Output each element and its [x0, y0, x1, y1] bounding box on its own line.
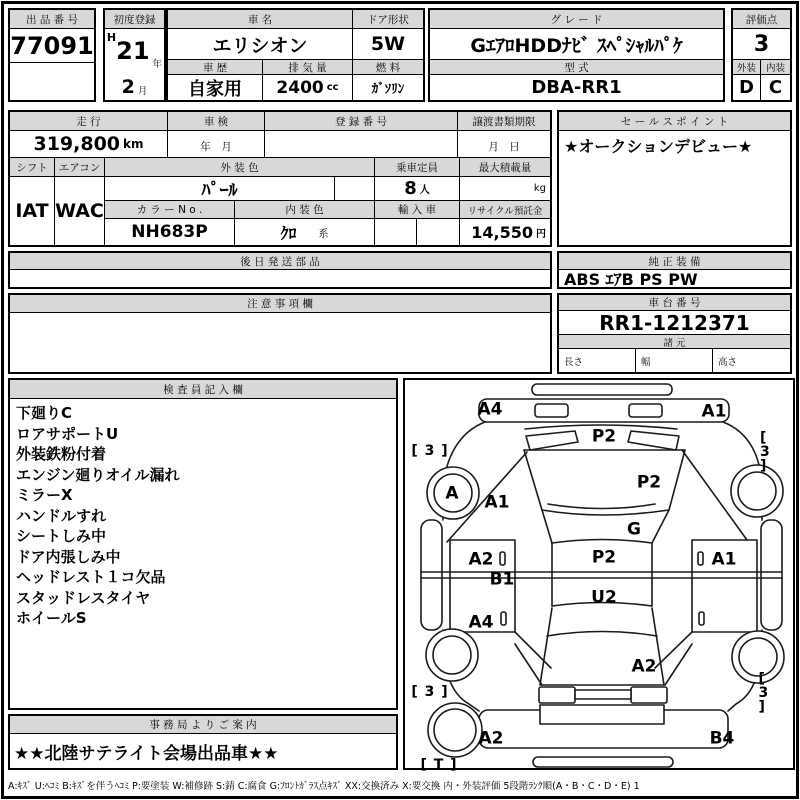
diagram-label: A: [445, 483, 459, 504]
office-info-box: [8, 714, 398, 770]
history-label: 車 歴: [168, 60, 263, 75]
year-unit: 年: [152, 59, 163, 70]
inspector-notes-label: 検 査 員 記 入 欄: [10, 380, 396, 399]
capacity-label: 乗車定員: [375, 158, 460, 177]
diagram-label: A2: [468, 549, 494, 570]
transfer-deadline-label: 譲渡書類期限: [458, 112, 550, 131]
lot-number-empty-cell: [10, 63, 94, 100]
diagram-label: B4: [709, 728, 735, 749]
chassis-no-label: 車 台 番 号: [559, 295, 790, 311]
shift-label: シフト: [10, 158, 55, 177]
max-load-cell: [460, 177, 550, 201]
inspector-note-line: 外装鉄粉付着: [16, 445, 107, 463]
diagram-label: [ T ]: [420, 757, 458, 773]
later-parts-box: [8, 251, 552, 289]
diagram-label: A1: [711, 549, 737, 570]
displacement-label: 排 気 量: [263, 60, 353, 75]
diagram-label: G: [627, 519, 641, 540]
grade-box: [428, 8, 725, 102]
mileage-unit: km: [123, 137, 144, 151]
chassis-no-value: RR1-1212371: [559, 311, 790, 335]
aircon-label: エアコン: [55, 158, 105, 177]
inspector-note-line: ドア内張しみ中: [16, 547, 121, 566]
grade-value: GｴｱﾛHDDﾅﾋﾞ ｽﾍﾟｼｬﾙﾊﾟｹ: [430, 29, 723, 60]
exterior-grade-value: D: [733, 75, 761, 100]
car-name-value: エリシオン: [168, 29, 353, 60]
spec-width-label: 幅: [641, 356, 651, 368]
inspector-note-line: スタッドレスタイヤ: [16, 588, 151, 607]
lot-number-box: [8, 8, 96, 102]
inspector-note-line: ヘッドレスト１コ欠品: [16, 568, 166, 586]
inspector-notes-list: [10, 399, 396, 708]
first-registration-box: [103, 8, 166, 102]
exterior-label: 外装: [733, 60, 761, 75]
month-value: 2: [121, 75, 135, 98]
caution-box: [8, 293, 552, 374]
model-code-label: 型 式: [430, 60, 723, 75]
diagram-label: B1: [489, 569, 515, 590]
score-label: 評価点: [733, 10, 790, 29]
spec-length-label: 長さ: [564, 356, 584, 368]
caution-value: [10, 313, 550, 372]
color-no-label: カ ラ ー N o .: [105, 201, 235, 219]
history-value: 自家用: [168, 75, 263, 100]
diagram-label: P2: [636, 472, 662, 493]
later-parts-value: [10, 270, 550, 287]
first-registration-year: [105, 29, 164, 73]
office-info-label: 事 務 局 よ り ご 案 内: [10, 716, 396, 734]
import-car-label: 輸 入 車: [375, 201, 460, 219]
spec-height-label: 高さ: [718, 356, 738, 368]
color-no-value: NH683P: [105, 219, 235, 245]
inspector-note-line: ミラーX: [16, 486, 73, 504]
door-shape-value: 5W: [353, 29, 423, 60]
diagram-label: P2: [591, 547, 617, 568]
mileage-cell: [10, 131, 168, 158]
inspector-note-line: 下廻りC: [16, 404, 73, 422]
inspector-notes-box: [8, 378, 398, 710]
interior-color-value: ｸﾛ: [280, 223, 297, 243]
mileage-label: 走 行: [10, 112, 168, 131]
first-registration-month: [105, 73, 164, 100]
import-car-cell-1: [375, 219, 417, 245]
car-name-label: 車 名: [168, 10, 353, 29]
car-diagram-labels: [405, 380, 793, 773]
transfer-deadline-value: 月 日: [458, 131, 550, 158]
caution-label: 注 意 事 項 欄: [10, 295, 550, 313]
chassis-box: [557, 293, 792, 374]
lot-number-label: 出 品 番 号: [10, 10, 94, 29]
diagram-label: A1: [701, 401, 727, 422]
details-table: [8, 110, 552, 247]
interior-color-suffix: 系: [318, 228, 329, 240]
mileage-value: 319,800: [33, 133, 121, 155]
max-load-unit: kg: [533, 183, 546, 194]
exterior-color-value: ﾊﾟｰﾙ: [105, 177, 335, 201]
spec-height-cell: [713, 349, 790, 372]
grade-label: グ レ ー ド: [430, 10, 723, 29]
shift-value: IAT: [10, 177, 55, 245]
era-mark: H: [106, 31, 117, 44]
diagram-label: A2: [478, 728, 504, 749]
spec-length-cell: [559, 349, 636, 372]
later-parts-label: 後 日 発 送 部 品: [10, 253, 550, 270]
displacement-cell: [263, 75, 353, 100]
interior-grade-value: C: [768, 77, 783, 98]
inspection-label: 車 検: [168, 112, 265, 131]
genuine-equipment-label: 純 正 装 備: [559, 253, 790, 270]
sales-point-label: セ ー ル ス ポ イ ン ト: [559, 112, 790, 131]
sales-point-value: ★オークションデビュー★: [564, 137, 753, 156]
diagram-label: A1: [484, 492, 510, 513]
score-value: 3: [733, 29, 790, 60]
year-value: 21: [116, 37, 150, 65]
spec-width-cell: [636, 349, 713, 372]
lot-number-value: 77091: [10, 29, 94, 63]
interior-color-label: 内 装 色: [235, 201, 375, 219]
model-code-value: DBA-RR1: [531, 77, 622, 98]
registration-no-value: [265, 131, 458, 158]
sales-point-box: [557, 110, 792, 247]
diagram-label: U2: [591, 587, 617, 608]
exterior-color-label: 外 装 色: [105, 158, 375, 177]
first-registration-label: 初度登録: [105, 10, 164, 29]
diagram-label: A2: [631, 656, 657, 677]
exterior-color-extra-cell: [335, 177, 375, 201]
diagram-label: P2: [591, 426, 617, 447]
fuel-value: ｶﾞｿﾘﾝ: [371, 82, 405, 97]
inspector-note-line: ロアサポートU: [16, 424, 119, 443]
recycle-fee-label: リサイクル預託金: [460, 201, 550, 219]
legend-line: A:ｷｽﾞ U:ﾍｺﾐ B:ｷｽﾞを伴うﾍｺﾐ P:要塗装 W:補修跡 S:錆 C:腐食 G:ﾌﾛﾝﾄｶﾞﾗｽ点ｷｽﾞ XX:交換済み X:要交換 内・外装評価 5段階ﾗﾝｸ順(A・B・C・D・E) 1: [8, 781, 640, 792]
inspection-value: 年 月: [168, 131, 265, 158]
capacity-unit: 人: [419, 185, 430, 196]
diagram-label: [ 3 ]: [758, 671, 770, 715]
interior-color-cell: [235, 219, 375, 245]
max-load-label: 最大積載量: [460, 158, 550, 177]
month-unit: 月: [137, 86, 148, 97]
displacement-value: 2400: [276, 77, 324, 98]
fuel-label: 燃 料: [353, 60, 423, 75]
rating-box: [731, 8, 792, 102]
recycle-fee-unit: 円: [536, 228, 546, 240]
genuine-equipment-value: ABS ｴｱB PS PW: [564, 270, 698, 287]
office-info-value: ★★北陸サテライト会場出品車★★: [14, 743, 279, 764]
genuine-equipment-box: [557, 251, 792, 289]
door-shape-label: ドア形状: [353, 10, 423, 29]
diagram-label: A4: [468, 612, 494, 633]
displacement-unit: cc: [326, 82, 339, 93]
car-diagram-box: [403, 378, 795, 773]
recycle-fee-value: 14,550: [471, 222, 533, 242]
aircon-value: WAC: [55, 177, 105, 245]
capacity-value: 8: [404, 178, 417, 199]
diagram-label: [ 3 ]: [411, 684, 449, 700]
diagram-label: [ 3 ]: [760, 430, 771, 474]
capacity-cell: [375, 177, 460, 201]
recycle-fee-cell: [460, 219, 550, 245]
diagram-label: [ 3 ]: [411, 443, 449, 459]
inspector-note-line: ホイールS: [16, 609, 87, 627]
car-name-box: [166, 8, 425, 102]
diagram-label: A4: [477, 399, 503, 420]
interior-label: 内装: [761, 60, 790, 75]
inspector-note-line: シートしみ中: [16, 527, 107, 545]
inspector-note-line: ハンドルすれ: [16, 506, 107, 525]
registration-no-label: 登 録 番 号: [265, 112, 458, 131]
inspector-note-line: エンジン廻りオイル漏れ: [16, 465, 180, 484]
import-car-cell-2: [417, 219, 460, 245]
specs-label: 諸 元: [559, 335, 790, 349]
